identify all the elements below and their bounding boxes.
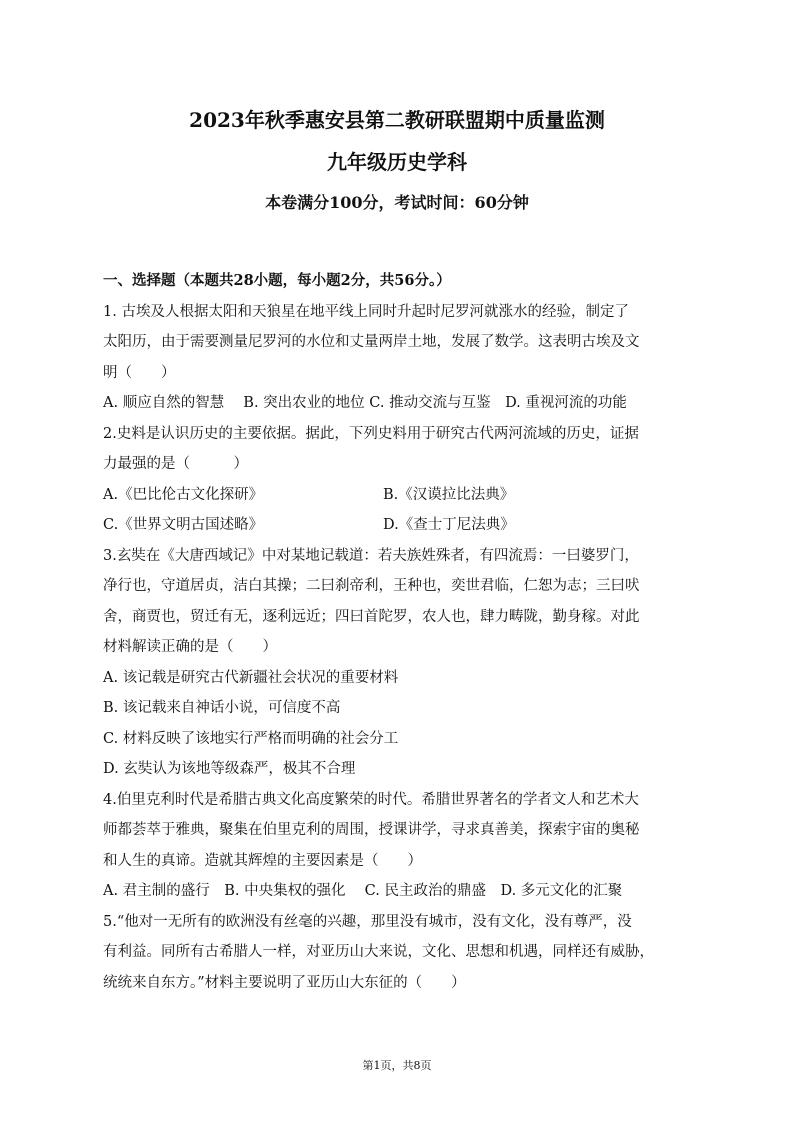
- page-footer: 第1页，共8页: [362, 1059, 432, 1072]
- option-a: A. 该记载是研究古代新疆社会状况的重要材料: [103, 669, 399, 686]
- option-a: A.《巴比伦古文化探研》: [103, 486, 264, 503]
- option-c: C. 材料反映了该地实行严格而明确的社会分工: [103, 730, 399, 747]
- question-text: 1. 古埃及人根据太阳和天狼星在地平线上同时升起时尼罗河就涨水的经验，制定了: [103, 303, 629, 320]
- question-text: 材料解读正确的是（ ）: [103, 639, 277, 655]
- question-2: [103, 419, 693, 541]
- option-d: D.《查士丁尼法典》: [383, 517, 515, 533]
- question-text: 有利益。同所有古希腊人一样，对亚历山大来说，文化、思想和机遇，同样还有威胁，: [103, 944, 654, 960]
- question-text: 师都荟萃于雅典，聚集在伯里克利的周围，授课讲学，寻求真善美，探索宇宙的奥秘: [103, 822, 640, 838]
- question-5: [103, 907, 693, 999]
- question-text: 统统来自东方。”材料主要说明了亚历山大东征的（ ）: [103, 974, 466, 991]
- question-text: 3.玄奘在《大唐西域记》中对某地记载道：若夫族姓殊者，有四流焉：一曰婆罗门，: [103, 547, 639, 564]
- question-text: 4.伯里克利时代是希腊古典文化高度繁荣的时代。希腊世界著名的学者文人和艺术大: [103, 791, 639, 808]
- option-c: C.《世界文明古国述略》: [103, 517, 264, 533]
- question-3: [103, 541, 693, 785]
- question-text: 舍，商贾也，贸迁有无，逐利远近；四曰首陀罗，农人也，肆力畴陇，勤身稼。对此: [103, 608, 640, 625]
- question-text: 净行也，守道居贞，洁白其操；二曰刹帝利，王种也，奕世君临，仁恕为志；三曰吠: [103, 578, 640, 594]
- question-text: 力最强的是（ ）: [103, 456, 248, 472]
- option-d: D. 玄奘认为该地等级森严，极其不合理: [103, 761, 356, 777]
- exam-content: [103, 266, 693, 998]
- question-options: A. 顺应自然的智慧 B. 突出农业的地位 C. 推动交流与互鉴 D. 重视河流的功能: [103, 395, 627, 411]
- section-heading: 一、选择题（本题共28小题，每小题2分，共56分。）: [103, 272, 451, 289]
- exam-subject: 九年级历史学科: [327, 150, 467, 174]
- question-text: 明（ ）: [103, 364, 176, 381]
- question-options-row: [103, 510, 693, 541]
- option-b: B. 该记载来自神话小说，可信度不高: [103, 700, 341, 716]
- question-1: [103, 297, 693, 419]
- question-4: [103, 785, 693, 907]
- option-b: B.《汉谟拉比法典》: [383, 486, 515, 503]
- exam-title: 2023年秋季惠安县第二教研联盟期中质量监测: [189, 108, 605, 132]
- question-text: 5.“他对一无所有的欧洲没有丝毫的兴趣，那里没有城市，没有文化，没有尊严，没: [103, 913, 632, 930]
- exam-info: 本卷满分100分，考试时间：60分钟: [265, 193, 529, 212]
- question-text: 2.史料是认识历史的主要依据。据此，下列史料用于研究古代两河流域的历史，证据: [103, 425, 639, 442]
- question-options-row: [103, 480, 693, 511]
- question-text: 和人生的真谛。造就其辉煌的主要因素是（ ）: [103, 852, 422, 869]
- question-text: 太阳历，由于需要测量尼罗河的水位和丈量两岸土地，发展了数学。这表明古埃及文: [103, 334, 640, 350]
- question-options: A. 君主制的盛行 B. 中央集权的强化 C. 民主政治的鼎盛 D. 多元文化的汇聚: [103, 883, 623, 899]
